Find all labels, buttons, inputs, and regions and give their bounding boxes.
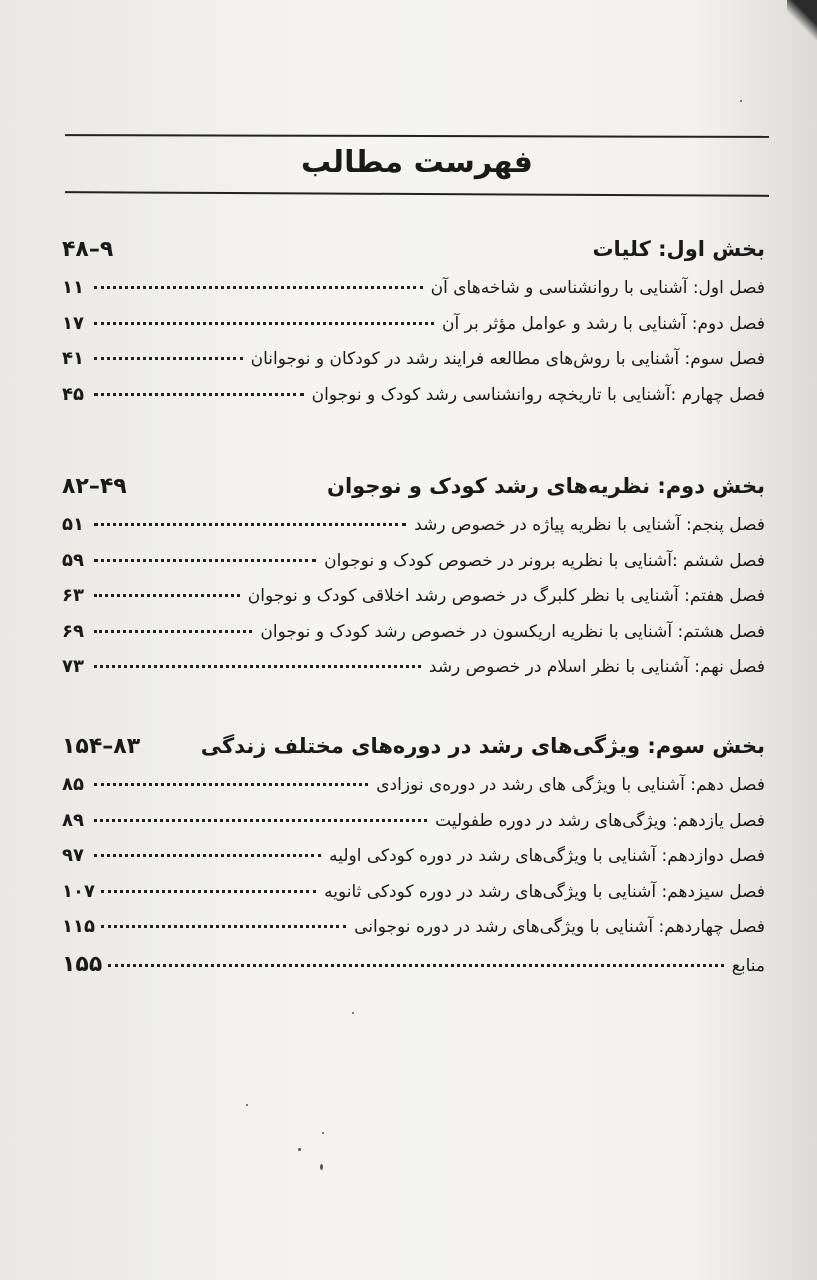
paper-speck xyxy=(320,1164,323,1170)
header-rule-top xyxy=(65,134,769,138)
toc-entry[interactable] xyxy=(62,277,765,313)
toc-entry[interactable] xyxy=(62,313,765,349)
section-heading xyxy=(62,237,765,277)
entry-title: فصل چهاردهم: آشنایی با ویژگی‌های رشد در دوره نوجوانی xyxy=(354,917,765,937)
entry-title: فصل سوم: آشنایی با روش‌های مطالعه فرایند رشد در کودکان و نوجوانان xyxy=(250,349,765,369)
dot-leader xyxy=(101,890,316,893)
entry-title: فصل دهم: آشنایی با ویژگی های رشد در دوره‌ی نوزادی xyxy=(376,775,765,795)
dot-leader xyxy=(94,322,434,325)
entry-page-number: ۴۱ xyxy=(62,348,84,369)
toc-entry[interactable] xyxy=(62,348,765,384)
entry-page-number: ۸۹ xyxy=(62,809,84,831)
entry-title: فصل ششم :آشنایی با نظریه برونر در خصوص کودک و نوجوان xyxy=(324,550,765,571)
toc-entry[interactable] xyxy=(62,585,765,621)
toc-entry-references[interactable] xyxy=(62,952,765,988)
entry-title: فصل نهم: آشنایی با نظر اسلام در خصوص رشد xyxy=(428,657,765,677)
section-title: بخش اول: کلیات xyxy=(592,237,765,261)
page-title: فهرست مطالب xyxy=(301,145,533,180)
entry-page-number: ۱۱ xyxy=(62,277,84,298)
dot-leader xyxy=(94,286,423,289)
entry-title: فصل پنجم: آشنایی با نظریه پیاژه در خصوص رشد xyxy=(414,515,765,535)
entry-page-number: ۴۵ xyxy=(62,383,84,405)
paper-speck xyxy=(352,1012,354,1014)
toc-entry[interactable] xyxy=(62,845,765,881)
entry-title: فصل دوم: آشنایی با رشد و عوامل مؤثر بر آن xyxy=(441,313,765,334)
entry-title: فصل یازدهم: ویژگی‌های رشد در دوره طفولیت xyxy=(435,810,765,831)
toc-entry[interactable] xyxy=(62,621,765,657)
section-title: بخش سوم: ویژگی‌های رشد در دوره‌های مختلف زندگی xyxy=(200,734,765,758)
toc-entry[interactable] xyxy=(62,550,765,586)
paper-speck xyxy=(246,1104,248,1106)
section-page-range: ۴۸–۹ xyxy=(62,237,114,262)
toc-header xyxy=(65,135,769,195)
dot-leader xyxy=(94,854,321,857)
dot-leader xyxy=(94,559,316,562)
entry-page-number: ۱۵۵ xyxy=(62,951,103,977)
section-heading xyxy=(62,734,765,774)
toc-entry[interactable] xyxy=(62,916,765,952)
dot-leader xyxy=(101,925,346,928)
dot-leader xyxy=(94,819,427,822)
toc-entry[interactable] xyxy=(62,384,765,420)
paper-speck xyxy=(740,100,742,102)
toc-entry[interactable] xyxy=(62,514,765,550)
entry-page-number: ۹۷ xyxy=(62,845,84,866)
entry-page-number: ۶۹ xyxy=(62,620,84,642)
paper-speck xyxy=(322,1132,324,1134)
entry-title: فصل چهارم :آشنایی با تاریخچه روانشناسی رشد کودک و نوجوان xyxy=(311,384,765,405)
entry-title: فصل هشتم: آشنایی با نظریه اریکسون در خصوص رشد کودک و نوجوان xyxy=(260,621,765,642)
section-page-range: ۱۵۴–۸۳ xyxy=(62,734,141,759)
paper-speck xyxy=(298,1148,301,1151)
entry-title: فصل سیزدهم: آشنایی با ویژگی‌های رشد در دوره کودکی ثانویه xyxy=(324,881,765,902)
section-title: بخش دوم: نظریه‌های رشد کودک و نوجوان xyxy=(327,474,765,498)
entry-page-number: ۱۷ xyxy=(62,312,84,334)
entry-page-number: ۷۳ xyxy=(62,656,84,677)
entry-page-number: ۸۵ xyxy=(62,774,84,795)
entry-title: منابع xyxy=(731,955,765,976)
dot-leader xyxy=(94,393,304,396)
entry-page-number: ۱۰۷ xyxy=(62,880,95,902)
dot-leader xyxy=(94,357,243,360)
entry-page-number: ۶۳ xyxy=(62,585,84,606)
dot-leader xyxy=(94,783,368,786)
page-corner-shadow xyxy=(787,0,817,40)
dot-leader xyxy=(94,594,240,597)
entry-title: فصل دوازدهم: آشنایی با ویژگی‌های رشد در دوره کودکی اولیه xyxy=(329,846,765,866)
toc-entry[interactable] xyxy=(62,656,765,692)
toc-entry[interactable] xyxy=(62,810,765,846)
entry-page-number: ۵۹ xyxy=(62,549,84,571)
section-page-range: ۸۲–۴۹ xyxy=(62,474,127,499)
dot-leader xyxy=(94,630,252,633)
entry-title: فصل اول: آشنایی با روانشناسی و شاخه‌های آن xyxy=(430,278,765,298)
entry-title: فصل هفتم: آشنایی با نظر کلبرگ در خصوص رشد اخلاقی کودک و نوجوان xyxy=(247,586,765,606)
dot-leader xyxy=(94,523,406,526)
toc-section-3 xyxy=(62,734,765,987)
toc-section-2 xyxy=(62,474,765,692)
toc-section-1 xyxy=(62,237,765,419)
section-heading xyxy=(62,474,765,514)
toc-entry[interactable] xyxy=(62,881,765,917)
entry-page-number: ۵۱ xyxy=(62,514,84,535)
dot-leader xyxy=(94,665,421,668)
toc-entry[interactable] xyxy=(62,774,765,810)
entry-page-number: ۱۱۵ xyxy=(62,916,95,937)
dot-leader xyxy=(108,964,724,967)
